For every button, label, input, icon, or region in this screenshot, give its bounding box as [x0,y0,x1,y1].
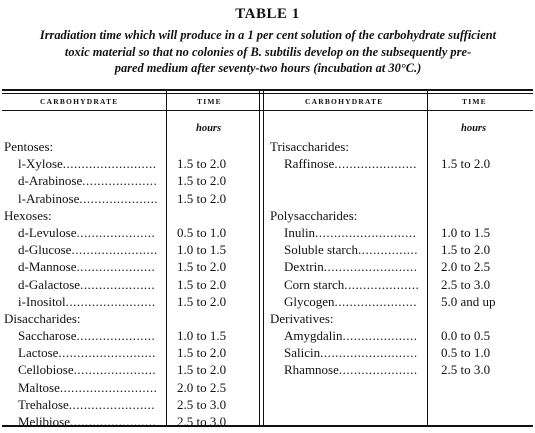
spacer-row [270,190,425,207]
table-title: TABLE 1 [235,6,300,22]
carbohydrate-row [4,379,164,396]
dot-leader: ..................... [338,362,418,378]
dot-leader: ....................... [71,242,158,258]
dot-leader: ......................... [62,156,157,172]
carbohydrate-row [270,327,425,344]
time-value: 2.0 to 2.5 [441,259,491,275]
category-heading [270,138,425,155]
carbohydrate-name: d-Glucose [18,242,72,258]
carbohydrate-row [4,172,164,189]
dot-leader: ..................... [76,224,156,240]
center-double-divider [263,89,264,426]
column-divider [427,89,428,426]
category-label: Polysaccharides: [270,207,358,223]
carbohydrate-name: Inulin [284,224,316,240]
carbohydrate-name: Salicin [284,345,321,361]
category-heading [4,310,164,327]
time-value: 1.5 to 2.0 [177,173,227,189]
time-value: 2.5 to 3.0 [441,276,491,292]
category-heading [270,207,425,224]
time-value: 1.0 to 1.5 [177,328,227,344]
time-value: 0.0 to 0.5 [441,328,491,344]
dot-leader: ..................... [76,328,156,344]
caption-line: toxic material so that no colonies of B. subtilis develop on the subsequently pre- [64,44,472,59]
carbohydrate-name: Corn starch [284,276,345,292]
carbohydrate-name: Saccharose [18,328,77,344]
left-carbohydrate-list [4,138,164,430]
carbohydrate-row [4,276,164,293]
table-top-rule [2,89,533,91]
category-heading [270,310,425,327]
time-value: 1.5 to 2.0 [177,156,227,172]
carbohydrate-name: Rhamnose [284,362,339,378]
carbohydrate-name: i-Inositol [18,293,66,309]
carbohydrate-name: Amygdalin [284,328,343,344]
carbohydrate-name: Glycogen [284,293,335,309]
carbohydrate-row [270,344,425,361]
carbohydrate-row [4,293,164,310]
category-label: Disaccharides: [4,310,81,326]
time-value: 1.5 to 2.0 [177,276,227,292]
time-value [177,207,259,224]
header-left-time: TIME [197,97,222,106]
carbohydrate-name: Trehalose [18,396,69,412]
header-right-carbohydrate: CARBOHYDRATE [305,97,384,106]
header-left-carbohydrate: CARBOHYDRATE [40,97,119,106]
spacer-row [270,172,425,189]
time-value [441,190,529,207]
time-value: 1.5 to 2.0 [177,190,227,206]
carbohydrate-row [4,224,164,241]
carbohydrate-name: Maltose [18,379,60,395]
category-label: Pentoses: [4,139,54,154]
carbohydrate-row [4,155,164,172]
dot-leader: ........................ [65,293,156,309]
center-double-divider [259,89,260,426]
carbohydrate-name: l-Arabinose [18,190,80,206]
dot-leader: ..................... [76,259,156,275]
carbohydrate-name: Raffinose [284,156,335,172]
carbohydrate-name: Dextrin [284,259,324,275]
table-top-inner-rule [2,93,533,94]
time-value: 1.5 to 2.0 [177,293,227,309]
carbohydrate-row [270,276,425,293]
table-caption [8,27,528,77]
carbohydrate-row [4,344,164,361]
dot-leader: ....................... [70,414,157,429]
time-value: 1.5 to 2.0 [177,362,227,378]
time-value: 2.5 to 3.0 [177,396,227,412]
time-value: 1.0 to 1.5 [441,224,491,240]
carbohydrate-row [4,241,164,258]
time-value [441,138,529,155]
carbohydrate-row [4,413,164,430]
dot-leader: .................... [82,173,158,189]
category-label: Derivatives: [270,310,334,326]
column-divider [166,89,167,426]
units-left: hours [196,123,222,134]
units-right: hours [461,123,487,134]
category-label: Trisaccharides: [270,139,349,154]
time-value: 1.5 to 2.0 [177,345,227,361]
time-value: 1.5 to 2.0 [177,259,227,275]
time-value: 1.5 to 2.0 [441,242,491,258]
carbohydrate-row [4,361,164,378]
dot-leader: .................... [342,328,418,344]
carbohydrate-row [4,327,164,344]
carbohydrate-row [270,293,425,310]
carbohydrate-row [4,190,164,207]
time-value: 0.5 to 1.0 [441,345,491,361]
dot-leader: .......................... [320,345,418,361]
caption-line: pared medium after seventy-two hours (incubation at 30°C.) [114,61,422,75]
time-value: 2.5 to 3.0 [177,414,227,429]
dot-leader: ....................... [68,396,156,412]
time-value: 0.5 to 1.0 [177,224,227,240]
dot-leader: ..................... [79,190,159,206]
dot-leader: .................... [80,276,156,292]
category-heading [4,207,164,224]
dot-leader: .......................... [58,345,156,361]
time-value [441,172,529,189]
dot-leader: .................... [344,276,420,292]
carbohydrate-row [270,258,425,275]
dot-leader: ...................... [73,362,157,378]
time-value [441,207,529,224]
time-value [177,310,259,327]
category-heading [4,138,164,155]
carbohydrate-row [4,396,164,413]
carbohydrate-name: Soluble starch [284,242,359,258]
carbohydrate-name: d-Mannose [18,259,77,275]
time-value: 5.0 and up [441,293,496,309]
time-value [441,310,529,327]
carbohydrate-name: Melibiose [18,414,70,429]
dot-leader: ........................... [315,224,417,240]
carbohydrate-name: d-Arabinose [18,173,83,189]
carbohydrate-row [270,155,425,172]
time-value: 2.5 to 3.0 [441,362,491,378]
carbohydrate-row [270,361,425,378]
time-value [177,138,259,155]
carbohydrate-name: d-Levulose [18,224,77,240]
carbohydrate-row [4,258,164,275]
carbohydrate-row [270,241,425,258]
carbohydrate-name: Cellobiose [18,362,74,378]
dot-leader: ................ [358,242,419,258]
header-right-time: TIME [462,97,487,106]
carbohydrate-name: Lactose [18,345,59,361]
right-carbohydrate-list [270,138,425,379]
caption-line: Irradiation time which will produce in a 1 per cent solution of the carbohydrate sufficient [39,28,497,42]
table-header-rule [2,110,533,111]
dot-leader: .......................... [59,379,158,395]
time-value: 2.0 to 2.5 [177,379,227,395]
time-value: 1.5 to 2.0 [441,156,491,172]
dot-leader: ...................... [334,293,418,309]
dot-leader: ...................... [334,156,417,172]
carbohydrate-name: l-Xylose [18,156,63,172]
time-value: 1.0 to 1.5 [177,242,227,258]
carbohydrate-name: d-Galactose [18,276,81,292]
right-time-list [441,138,529,379]
category-label: Hexoses: [4,207,52,223]
carbohydrate-row [270,224,425,241]
left-time-list [177,138,259,430]
dot-leader: ......................... [323,259,418,275]
